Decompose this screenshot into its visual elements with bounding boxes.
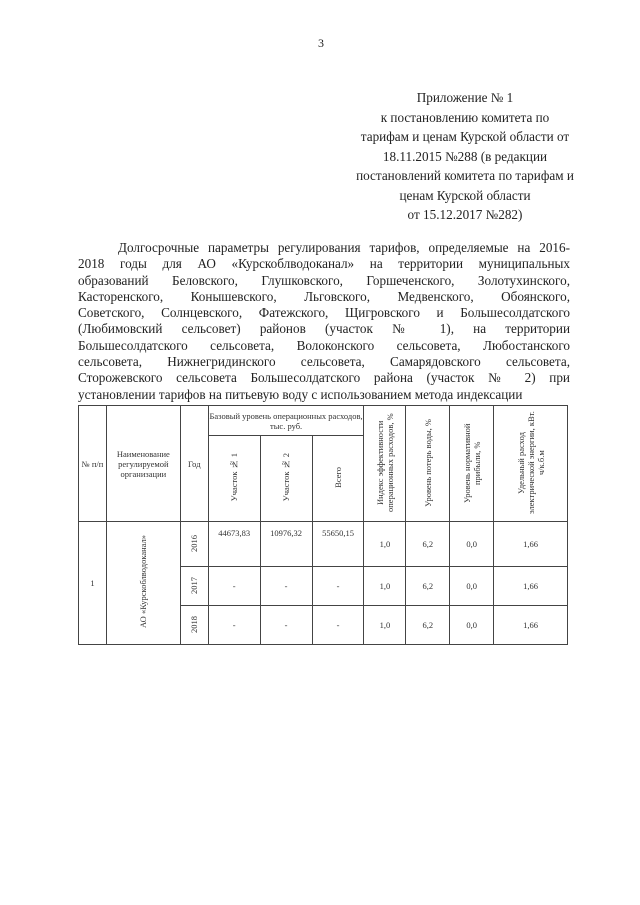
appendix-line: к постановлению комитета по (380, 109, 550, 125)
cell-site1: - (208, 606, 260, 645)
cell-energy: 1,66 (494, 522, 568, 567)
appendix-line: от 15.12.2017 №282) (407, 207, 523, 222)
cell-row-number: 1 (79, 522, 107, 645)
cell-total: - (312, 567, 364, 606)
cell-total: - (312, 606, 364, 645)
title-line: установлении тарифов на питьевую воду с использованием метода индексации (78, 386, 523, 402)
title-line: Советского, Солнцевского, Фатежского, Щигровского и Большесолдатского (78, 305, 570, 321)
cell-profit: 0,0 (450, 606, 494, 645)
title-line: Касторенского, Конышевского, Льговского, Медвенского, Обоянского, (78, 288, 570, 304)
cell-losses: 6,2 (406, 522, 450, 567)
table-header-row (79, 406, 568, 436)
header-total: Всего (312, 436, 364, 522)
cell-profit: 0,0 (450, 567, 494, 606)
cell-losses: 6,2 (406, 567, 450, 606)
cell-site2: 10976,32 (260, 522, 312, 567)
cell-year: 2016 (180, 522, 208, 567)
title-line: сельсовета, Нижнегридинского сельсовета, Самарядовского сельсовета, (78, 354, 570, 370)
page-number: 3 (318, 36, 324, 50)
cell-efficiency: 1,0 (364, 567, 406, 606)
document-title (78, 240, 570, 403)
cell-site1: 44673,83 (208, 522, 260, 567)
cell-profit: 0,0 (450, 522, 494, 567)
header-num: № п/п (79, 406, 107, 522)
title-line: Долгосрочные параметры регулирования тарифов, определяемые на 2016- (118, 240, 570, 255)
appendix-line: 18.11.2015 №288 (в редакции (382, 148, 548, 164)
cell-total: 55650,15 (312, 522, 364, 567)
cell-energy: 1,66 (494, 567, 568, 606)
appendix-line: тарифам и ценам Курской области от (360, 129, 570, 144)
title-line: (Любимовский сельсовет) районов (участок № 1), на территории (78, 321, 570, 337)
title-line: 2018 годы для АО «Курскоблводоканал» на территории муниципальных (78, 256, 570, 272)
appendix-reference (320, 88, 610, 225)
table-row (79, 522, 568, 567)
cell-efficiency: 1,0 (364, 606, 406, 645)
cell-site1: - (208, 567, 260, 606)
cell-year: 2017 (180, 567, 208, 606)
appendix-line: ценам Курской области (399, 187, 531, 203)
header-profit: Уровень нормативной прибыли, % (450, 406, 494, 522)
header-losses: Уровень потерь воды, % (406, 406, 450, 522)
header-efficiency: Индекс эффективности операционных расходов, % (364, 406, 406, 522)
title-line: Большесолдатского сельсовета, Волоконского сельсовета, Любостанского (78, 337, 570, 353)
cell-energy: 1,66 (494, 606, 568, 645)
header-site2: Участок № 2 (260, 436, 312, 522)
header-energy: Удельный расход электрической энергии, кВт. ч/к.б.м (494, 406, 568, 522)
cell-efficiency: 1,0 (364, 522, 406, 567)
appendix-line: постановлений комитета по тарифам и (356, 168, 574, 183)
cell-losses: 6,2 (406, 606, 450, 645)
cell-site2: - (260, 606, 312, 645)
cell-site2: - (260, 567, 312, 606)
appendix-line: Приложение № 1 (416, 90, 514, 105)
cell-organization: АО «Курскоблводоканал» (106, 522, 180, 645)
header-organization: Наименование регулируемой организации (106, 406, 180, 522)
cell-year: 2018 (180, 606, 208, 645)
title-line: Сторожевского сельсовета Большесолдатского района (участок № 2) при (78, 370, 570, 386)
header-base-level: Базовый уровень операционных расходов, тыс. руб. (208, 406, 364, 436)
parameters-table (78, 405, 568, 645)
title-line: образований Беловского, Глушковского, Горшеченского, Золотухинского, (78, 272, 570, 288)
header-site1: Участок № 1 (208, 436, 260, 522)
header-year: Год (180, 406, 208, 522)
